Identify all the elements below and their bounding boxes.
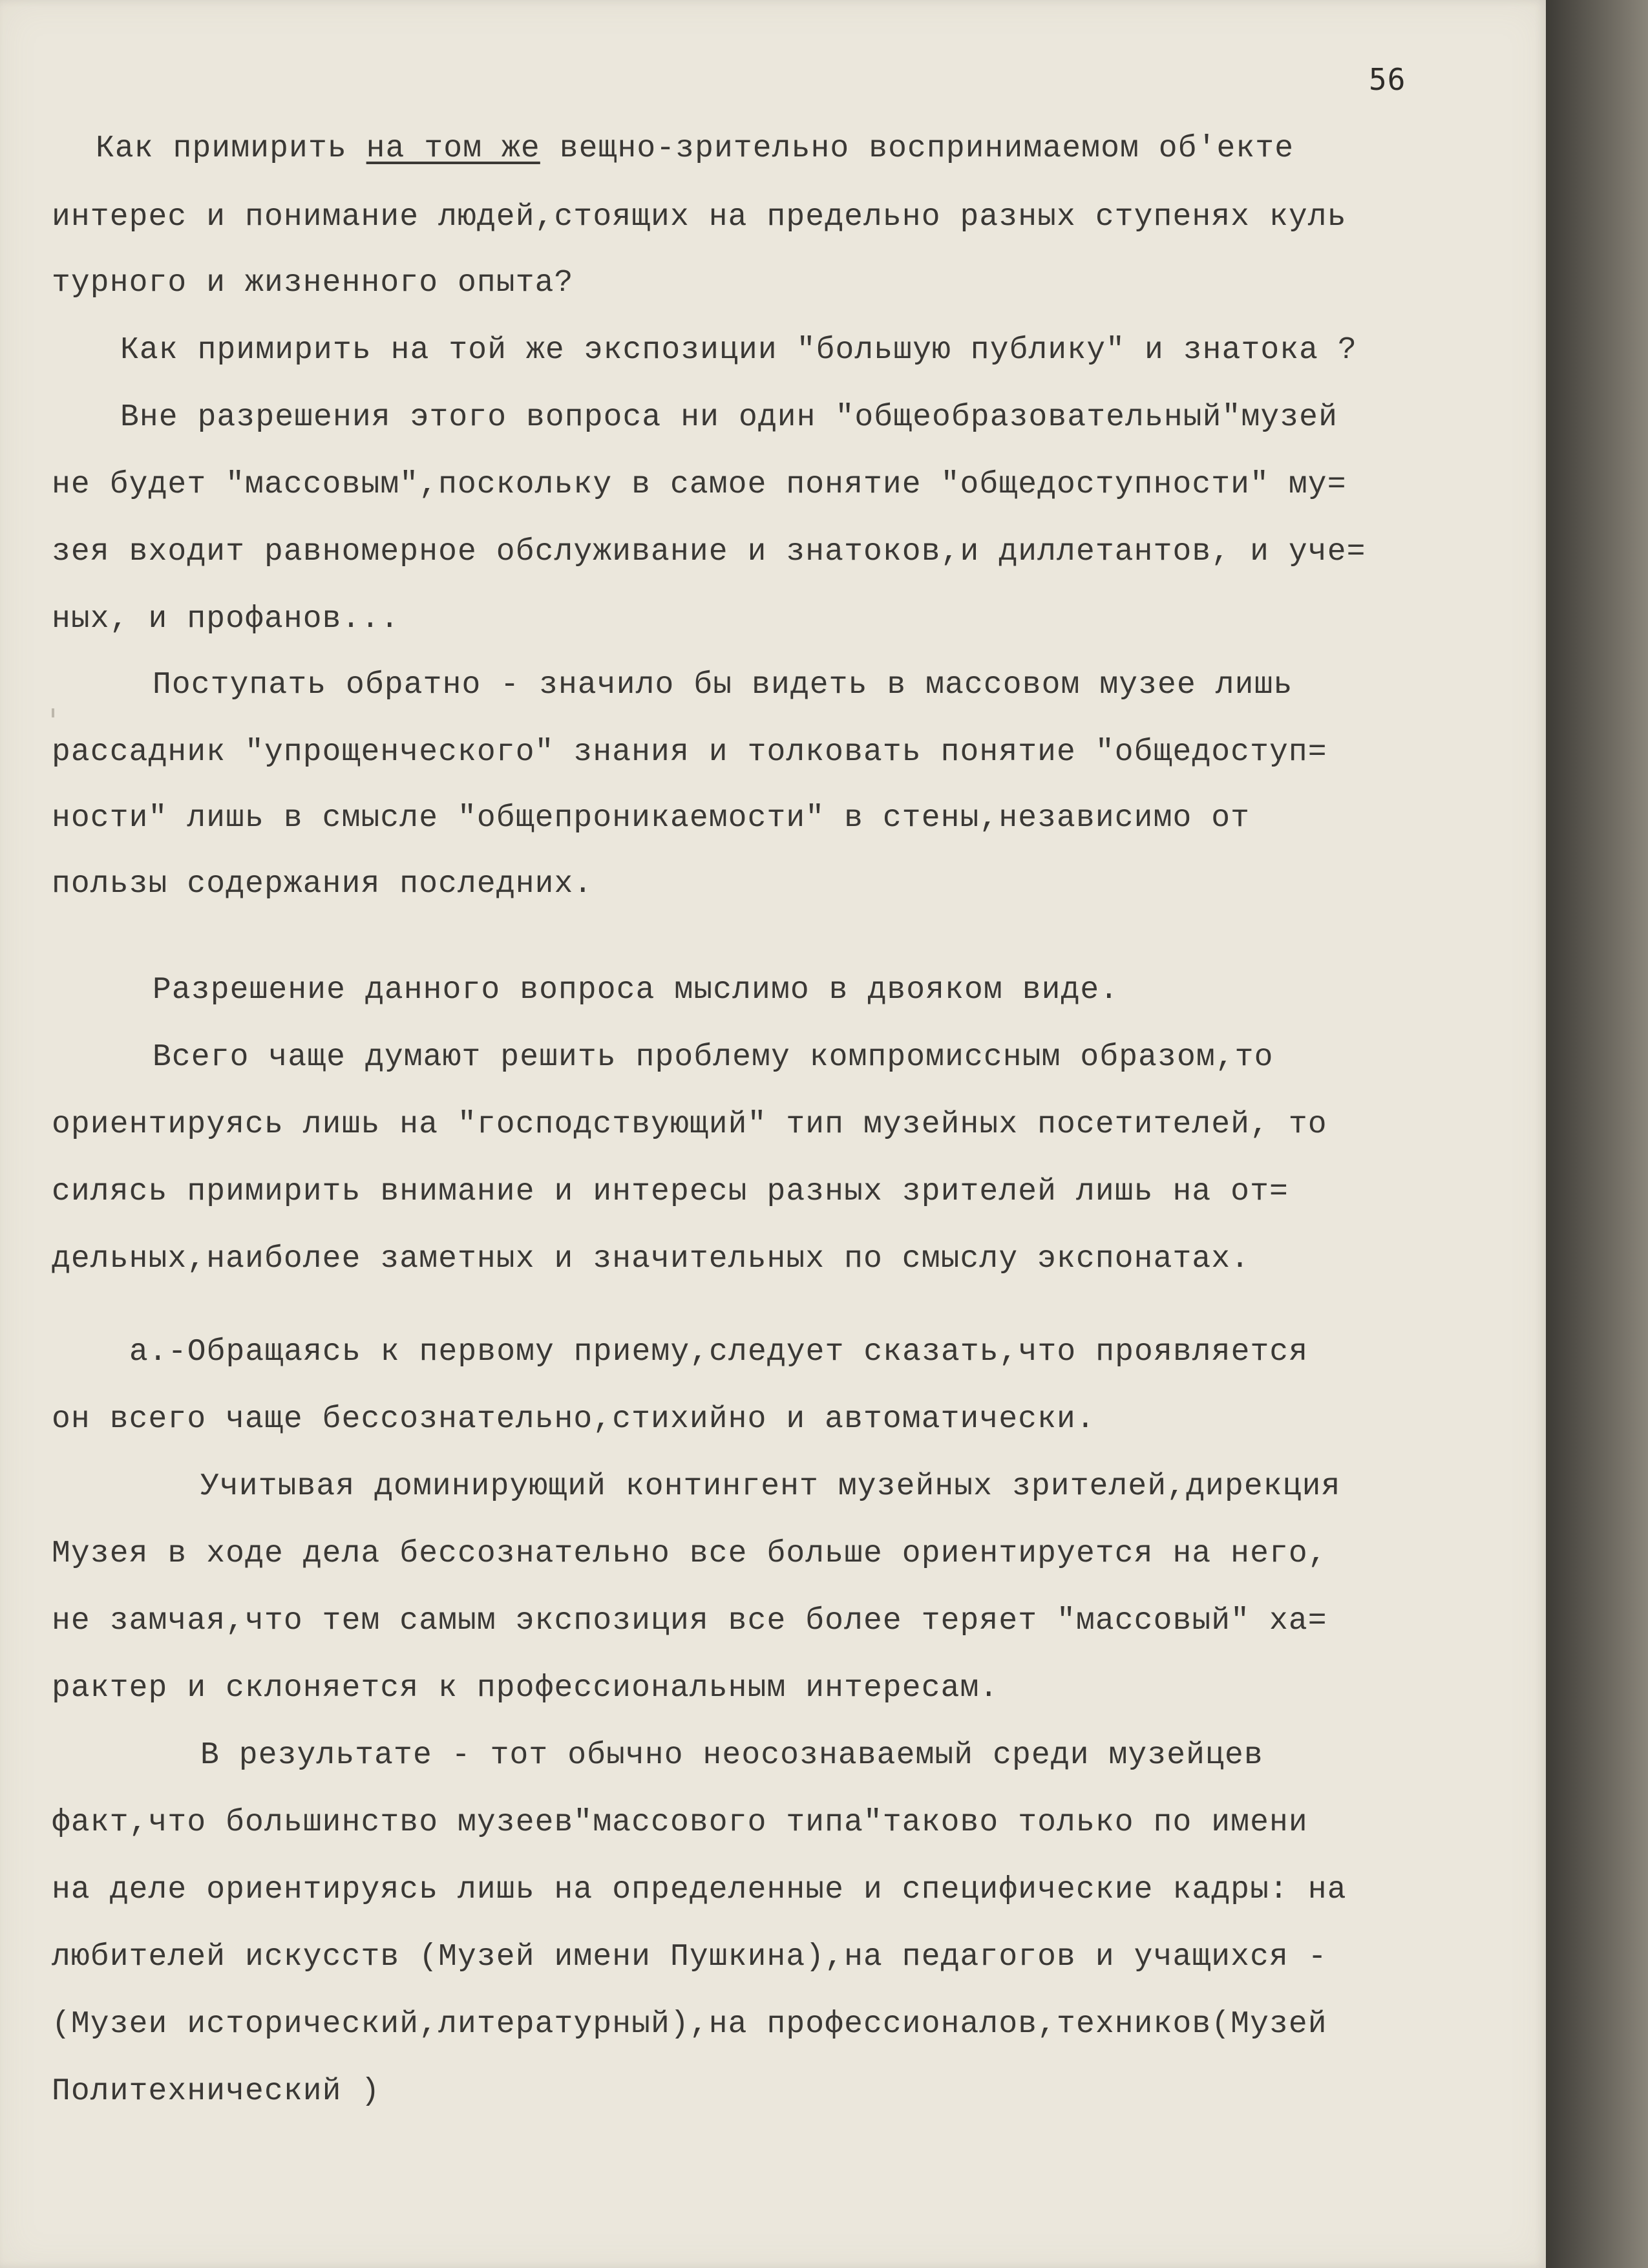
text-line-12: пользы содержания последних.	[52, 867, 593, 902]
text-line-4: Как примирить на той же экспозиции "большую публику" и знатока ?	[120, 333, 1357, 368]
text-line-14: Всего чаще думают решить проблему компромиссным образом,то	[153, 1040, 1274, 1075]
text-line-16: силясь примирить внимание и интересы разных зрителей лишь на от=	[52, 1174, 1289, 1209]
text-line-25: факт,что большинство музеев"массового типа"таково только по имени	[52, 1805, 1308, 1840]
scan-mark	[52, 708, 54, 717]
page-number: 56	[1369, 62, 1406, 97]
text-line-24: В результате - тот обычно неосознаваемый среди музейцев	[200, 1738, 1263, 1773]
text-line-5: Вне разрешения этого вопроса ни один "общеобразовательный"музей	[120, 400, 1338, 435]
underlined-phrase: на том же	[366, 131, 540, 166]
text-line-2: интерес и понимание людей,стоящих на предельно разных ступенях куль	[52, 200, 1347, 235]
text-line-6: не будет "массовым",поскольку в самое понятие "общедоступности" му=	[52, 467, 1347, 502]
text-line-1	[96, 129, 1294, 168]
text-line-19: он всего чаще бессознательно,стихийно и автоматически.	[52, 1402, 1095, 1437]
text-line-9: Поступать обратно - значило бы видеть в массовом музее лишь	[153, 668, 1293, 703]
text-line-27: любителей искусств (Музей имени Пушкина),на педагогов и учащихся -	[52, 1940, 1327, 1975]
text-segment: Как примирить	[96, 131, 366, 166]
text-line-22: не замчая,что тем самым экспозиция все более теряет "массовый" ха=	[52, 1604, 1327, 1638]
scanner-background	[1546, 0, 1648, 2268]
text-line-13: Разрешение данного вопроса мыслимо в двояком виде.	[153, 973, 1119, 1008]
text-line-3: турного и жизненного опыта?	[52, 266, 574, 301]
text-line-15: ориентируясь лишь на "господствующий" тип музейных посетителей, то	[52, 1107, 1327, 1142]
text-line-20: Учитывая доминирующий контингент музейных зрителей,дирекция	[200, 1469, 1341, 1504]
text-line-7: зея входит равномерное обслуживание и знатоков,и диллетантов, и уче=	[52, 535, 1366, 569]
text-line-10: рассадник "упрощенческого" знания и толковать понятие "общедоступ=	[52, 735, 1327, 770]
text-line-26: на деле ориентируясь лишь на определенные и специфические кадры: на	[52, 1872, 1347, 1907]
text-line-17: дельных,наиболее заметных и значительных по смыслу экспонатах.	[52, 1242, 1251, 1277]
text-line-23: рактер и склоняется к профессиональным интересам.	[52, 1671, 999, 1706]
text-line-8: ных, и профанов...	[52, 602, 400, 637]
text-line-29: Политехнический )	[52, 2074, 381, 2109]
text-line-21: Музея в ходе дела бессознательно все больше ориентируется на него,	[52, 1536, 1327, 1571]
text-line-18: а.-Обращаясь к первому приему,следует сказать,что проявляется	[129, 1335, 1309, 1370]
text-segment: вещно-зрительно воспринимаемом об'екте	[540, 131, 1294, 166]
text-line-11: ности" лишь в смысле "общепроникаемости" в стены,независимо от	[52, 801, 1251, 836]
text-line-28: (Музеи исторический,литературный),на профессионалов,техников(Музей	[52, 2007, 1327, 2042]
